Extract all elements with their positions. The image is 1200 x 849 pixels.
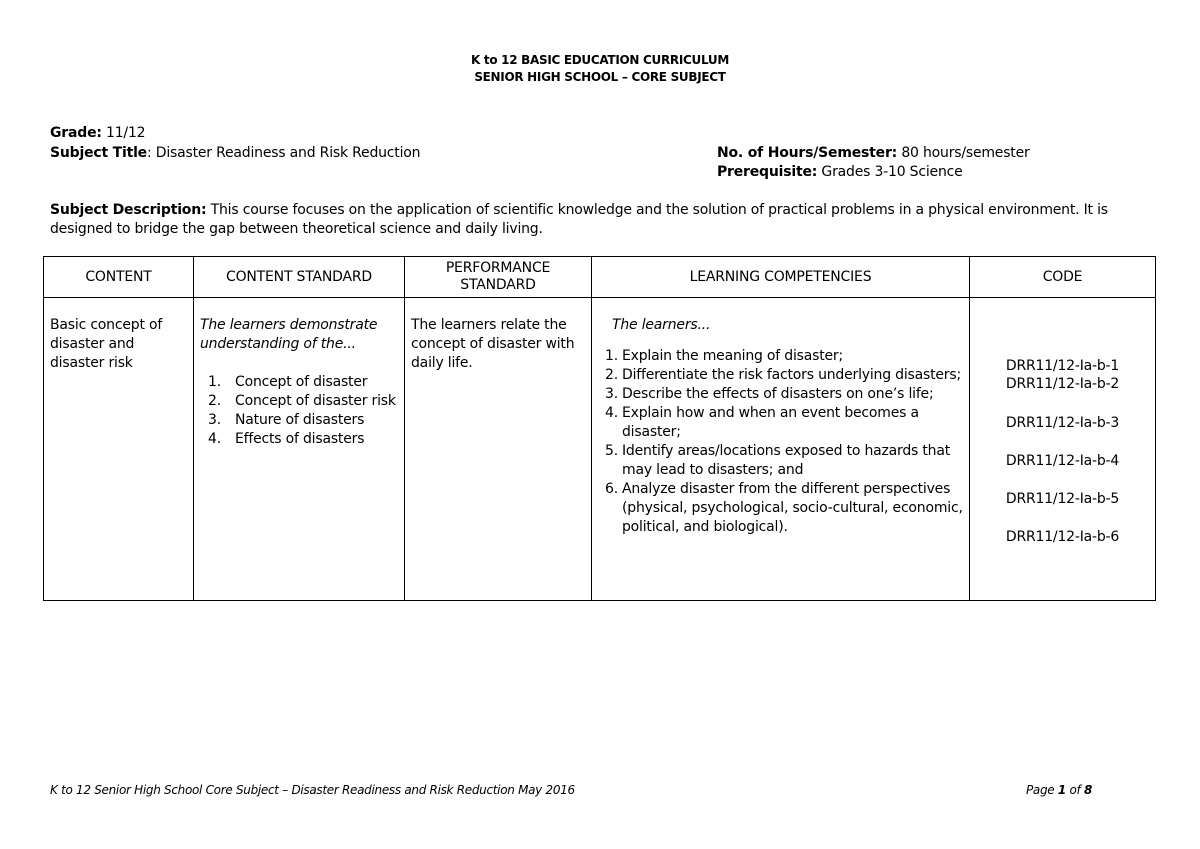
table-header-row xyxy=(44,257,1156,298)
table-row xyxy=(44,298,1156,601)
header-code: CODE xyxy=(970,257,1156,298)
content-standard-cell xyxy=(194,298,405,601)
current-page: 1 xyxy=(1057,783,1066,797)
header-content: CONTENT xyxy=(44,257,194,298)
code-cell xyxy=(970,298,1156,601)
grade-label: Grade: xyxy=(50,125,102,141)
header-learning-competencies: LEARNING COMPETENCIES xyxy=(592,257,970,298)
code-item: DRR11/12-Ia-b-3 xyxy=(1005,415,1120,431)
curriculum-title: K to 12 BASIC EDUCATION CURRICULUM xyxy=(471,53,729,67)
performance-standard-cell: The learners relate the concept of disaster with daily life. xyxy=(405,298,592,601)
grade-value: 11/12 xyxy=(101,125,146,141)
header-performance-standard: PERFORMANCE STANDARD xyxy=(405,257,592,298)
list-item: 3. Describe the effects of disasters on one’s life; xyxy=(605,386,934,402)
prerequisite-line xyxy=(717,164,963,180)
content-cell: Basic concept of disaster and disaster risk xyxy=(44,298,194,601)
description-label: Subject Description: xyxy=(50,202,207,218)
code-item: DRR11/12-Ia-b-5 xyxy=(1005,491,1120,507)
content-standard-list xyxy=(200,373,398,449)
curriculum-table xyxy=(43,256,1156,601)
header-content-standard: CONTENT STANDARD xyxy=(194,257,405,298)
description-text: This course focuses on the application of scientific knowledge and the solution of practical problems in a physical environment. It is designed to bridge the gap between theoretical science and daily living. xyxy=(50,202,1108,237)
curriculum-subtitle: SENIOR HIGH SCHOOL – CORE SUBJECT xyxy=(474,70,726,84)
subject-title-value: : Disaster Readiness and Risk Reduction xyxy=(146,145,421,161)
list-item: 3. Nature of disasters xyxy=(208,412,365,428)
hours-line xyxy=(717,145,1030,161)
footer-page-number: Page 1 of 8 xyxy=(1026,783,1093,797)
total-pages: 8 xyxy=(1083,783,1093,797)
list-item: 1. Explain the meaning of disaster; xyxy=(605,348,843,364)
prerequisite-label: Prerequisite: xyxy=(717,164,818,180)
list-item: 2. Concept of disaster risk xyxy=(208,393,396,409)
code-item: DRR11/12-Ia-b-2 xyxy=(1005,376,1120,392)
competencies-list xyxy=(592,347,963,537)
code-item: DRR11/12-Ia-b-6 xyxy=(1005,529,1120,545)
subject-title-label: Subject Title xyxy=(50,145,147,161)
hours-label: No. of Hours/Semester: xyxy=(717,145,898,161)
grade-line xyxy=(50,125,145,141)
code-item: DRR11/12-Ia-b-1 xyxy=(1005,358,1120,374)
list-item: 4. Explain how and when an event becomes a disaster; xyxy=(605,405,919,440)
prerequisite-value: Grades 3-10 Science xyxy=(817,164,963,180)
competencies-intro: The learners... xyxy=(612,317,711,333)
footer-document-title: K to 12 Senior High School Core Subject – Disaster Readiness and Risk Reduction May 2016 xyxy=(50,783,575,797)
subject-title-line xyxy=(50,145,420,161)
list-item: 4. Effects of disasters xyxy=(208,431,365,447)
list-item: 2. Differentiate the risk factors underlying disasters; xyxy=(605,367,961,383)
learning-competencies-cell xyxy=(592,298,970,601)
list-item: 5. Identify areas/locations exposed to hazards that may lead to disasters; and xyxy=(605,443,951,478)
list-item: 1. Concept of disaster xyxy=(208,374,368,390)
list-item: 6. Analyze disaster from the different perspectives (physical, psychological, socio-cultural, economic, political, and biological). xyxy=(605,481,963,535)
code-item: DRR11/12-Ia-b-4 xyxy=(1005,453,1120,469)
hours-value: 80 hours/semester xyxy=(897,145,1030,161)
content-standard-intro: The learners demonstrate understanding of the... xyxy=(200,317,378,352)
subject-description xyxy=(50,201,1150,239)
